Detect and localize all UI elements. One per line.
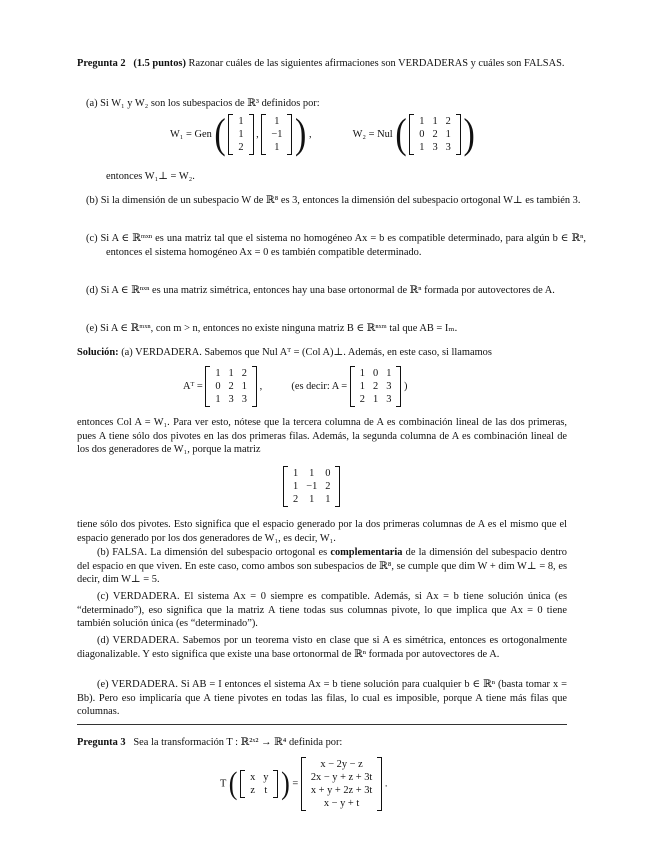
- check-matrix-cell: 2: [325, 481, 331, 492]
- sol-a2: entonces Col A = W₁. Para ver esto, nótese que la tercera columna de A es combinación lineal de las dos primeras, pues A tiene sólo dos pivotes en las dos primeras filas. Además, la segunda columna de A es combinación lineal de los dos generadores de W₁, porque la matriz: [77, 417, 567, 455]
- t-output-vector: [301, 757, 382, 811]
- q3-label: Pregunta 3: [77, 737, 126, 748]
- at-matrix-cell: 3: [228, 394, 234, 405]
- w2-matrix-cell: 3: [432, 142, 438, 153]
- w1-vector-1-cell: 1: [238, 129, 244, 140]
- a-matrix-cell: 2: [359, 394, 365, 405]
- w1-vector-1-cell: 2: [238, 142, 244, 153]
- q2-a-text: (a) Si W₁ y W₂ son los subespacios de ℝ³ definidos por:: [86, 98, 320, 109]
- check-matrix-cell: 1: [293, 468, 299, 479]
- q2-e-text: (e) Si A ∈ ℝᵐˣⁿ, con m > n, entonces no existe ninguna matriz B ∈ ℝⁿˣᵐ tal que AB = Iₘ.: [86, 323, 458, 334]
- w2-matrix: [409, 114, 461, 155]
- w2-matrix-cell: 1: [419, 116, 425, 127]
- sol-e: (e) VERDADERA. Si AB = I entonces el sistema Ax = b tiene solución para cualquier b ∈ ℝⁿ (basta tomar x = Bb). Pero eso implicaría que A tiene pivotes en todas las filas, lo cual es imposible, porque A tiene más filas que columnas.: [77, 679, 567, 717]
- check-matrix-cell: −1: [306, 481, 318, 492]
- check-matrix-cell: 1: [325, 494, 331, 505]
- t-output-vector-cell: x + y + 2z + 3t: [310, 785, 373, 796]
- q3-display: T ( x y z t ) = x − 2y − z 2x − y + z + 3t x + y + 2z + 3t x − y + t .: [220, 759, 388, 809]
- t-input-matrix-cell: t: [264, 785, 268, 796]
- a-matrix-cell: 2: [372, 381, 379, 392]
- sol-b-bold: complementaria: [330, 547, 403, 558]
- q3-header: [77, 736, 567, 750]
- t-output-vector-cell: x − y + t: [323, 798, 360, 809]
- q2-c-text: (c) Si A ∈ ℝᵐˣⁿ es una matriz tal que el sistema no homogéneo Ax = b es compatible determinado, para algún b ∈ ℝⁿ, entonces el sistema homogéneo Ax = 0 es también compatible determinado.: [86, 233, 586, 258]
- check-matrix-cell: 0: [325, 468, 331, 479]
- t-input-matrix-cell: z: [250, 785, 255, 796]
- sol-m3-display: [283, 466, 340, 507]
- w2-matrix-cell: 1: [419, 142, 425, 153]
- at-matrix-cell: 1: [228, 368, 234, 379]
- w1-label: W₁ = Gen: [170, 128, 212, 140]
- sol-a3: tiene sólo dos pivotes. Esto significa que el espacio generado por la dos primeras columnas de A es el mismo que el espacio generado por los dos generadores de W₁, es decir, W₁.: [77, 519, 567, 544]
- sol-d: (d) VERDADERA. Sabemos por un teorema visto en clase que si A es simétrica, entonces es ortogonalmente diagonalizable. Y esto significa que existe una base ortonormal de ℝⁿ formada por autovectores de A.: [77, 635, 567, 660]
- w1-vector-2-cell: −1: [271, 129, 283, 140]
- w1-vector-2-cell: 1: [274, 142, 280, 153]
- t-input-matrix-cell: x: [250, 772, 256, 783]
- q2-b-text: (b) Si la dimensión de un subespacio W de ℝ⁸ es 3, entonces la dimensión del subespacio ortogonal W⊥ es también 3.: [86, 195, 581, 206]
- a-matrix-cell: 0: [372, 368, 379, 379]
- at-matrix-cell: 2: [228, 381, 234, 392]
- sol-label: Solución:: [77, 347, 119, 358]
- q2-d-text: (d) Si A ∈ ℝⁿˣⁿ es una matriz simétrica, entonces hay una base ortonormal de ℝⁿ formada por autovectores de A.: [86, 285, 555, 296]
- sol-a1: [77, 346, 567, 360]
- check-matrix-cell: 1: [309, 494, 315, 505]
- q2-header: [77, 57, 567, 71]
- w1-vector-2-cell: 1: [274, 116, 280, 127]
- a-matrix-cell: 1: [372, 394, 379, 405]
- at-matrix-cell: 3: [241, 394, 247, 405]
- t-label: T: [220, 778, 227, 790]
- check-matrix-cell: 2: [293, 494, 299, 505]
- at-matrix-cell: 2: [241, 368, 247, 379]
- w2-matrix-cell: 0: [419, 129, 425, 140]
- sol-b: [77, 546, 567, 587]
- q2-a-then: entonces W₁⊥ = W₂.: [106, 171, 195, 182]
- a-matrix: [350, 366, 402, 407]
- w1-vector-2: [261, 114, 292, 155]
- at-label: Aᵀ =: [183, 380, 203, 392]
- a-matrix-cell: 1: [359, 368, 365, 379]
- sol-at-display: Aᵀ = 1 1 2 0 2 1 1 3 3 , (es decir: A = 1 0 1 1 2 3 2 1 3 ): [183, 368, 408, 405]
- at-matrix-cell: 1: [215, 394, 221, 405]
- check-matrix-cell: 1: [309, 468, 315, 479]
- q2-a-display: W₁ = Gen ( 1 1 2 , 1 −1 1 ) , W₂ = Nul ( 1 1 2 0 2 1 1 3 3 ): [170, 110, 475, 157]
- w2-label: W₂ = Nul: [352, 128, 393, 140]
- w2-matrix-cell: 1: [432, 116, 438, 127]
- q2-label: Pregunta 2: [77, 58, 126, 69]
- q3-dot: .: [384, 778, 388, 790]
- close-paren: ): [404, 380, 408, 392]
- sol-c: (c) VERDADERA. El sistema Ax = 0 siempre es compatible. Además, si Ax = b tiene solución única (es “determinado”), eso significa que la matriz A tiene todas sus columnas pivote, lo que implica que Ax = 0 tiene también solución única (es “determinado”).: [77, 591, 567, 629]
- sol-b-pre: (b) FALSA. La dimensión del subespacio ortogonal es: [97, 547, 331, 558]
- a-matrix-cell: 3: [386, 394, 392, 405]
- section-divider: [77, 724, 567, 725]
- q3-intro: Sea la transformación T : ℝ²ˣ² → ℝ⁴ definida por:: [133, 737, 343, 748]
- check-matrix: [283, 466, 340, 507]
- at-matrix: [205, 366, 257, 407]
- a-matrix-cell: 1: [359, 381, 365, 392]
- at-matrix-cell: 0: [215, 381, 221, 392]
- a-matrix-cell: 3: [386, 381, 392, 392]
- t-input-matrix-cell: y: [263, 772, 269, 783]
- at-matrix-cell: 1: [241, 381, 247, 392]
- q2-points: (1.5 puntos): [133, 58, 186, 69]
- w1-vector-1: [228, 114, 253, 155]
- w1-vector-1-cell: 1: [238, 116, 244, 127]
- w2-matrix-cell: 3: [445, 142, 451, 153]
- check-matrix-cell: 1: [293, 481, 299, 492]
- t-output-vector-cell: x − 2y − z: [320, 759, 363, 770]
- t-output-vector-cell: 2x − y + z + 3t: [310, 772, 373, 783]
- at-matrix-cell: 1: [215, 368, 221, 379]
- a-matrix-cell: 1: [386, 368, 392, 379]
- t-input-matrix: [240, 770, 278, 798]
- w2-matrix-cell: 2: [432, 129, 438, 140]
- es-decir: (es decir: A =: [291, 380, 348, 392]
- w2-matrix-cell: 2: [445, 116, 451, 127]
- sol-b-post: de la dimensión del subespacio dentro del espacio en que viven. En este caso, como ambos son subespacios de ℝ⁸, se cumple que dim W + dim W⊥ = 8, es decir, dim W⊥ = 5.: [77, 547, 567, 585]
- w2-matrix-cell: 1: [445, 129, 451, 140]
- sol-a1-text: (a) VERDADERA. Sabemos que Nul Aᵀ = (Col A)⊥. Además, en este caso, si llamamos: [121, 347, 492, 358]
- q2-intro: Razonar cuáles de las siguientes afirmaciones son VERDADERAS y cuáles son FALSAS.: [188, 58, 565, 69]
